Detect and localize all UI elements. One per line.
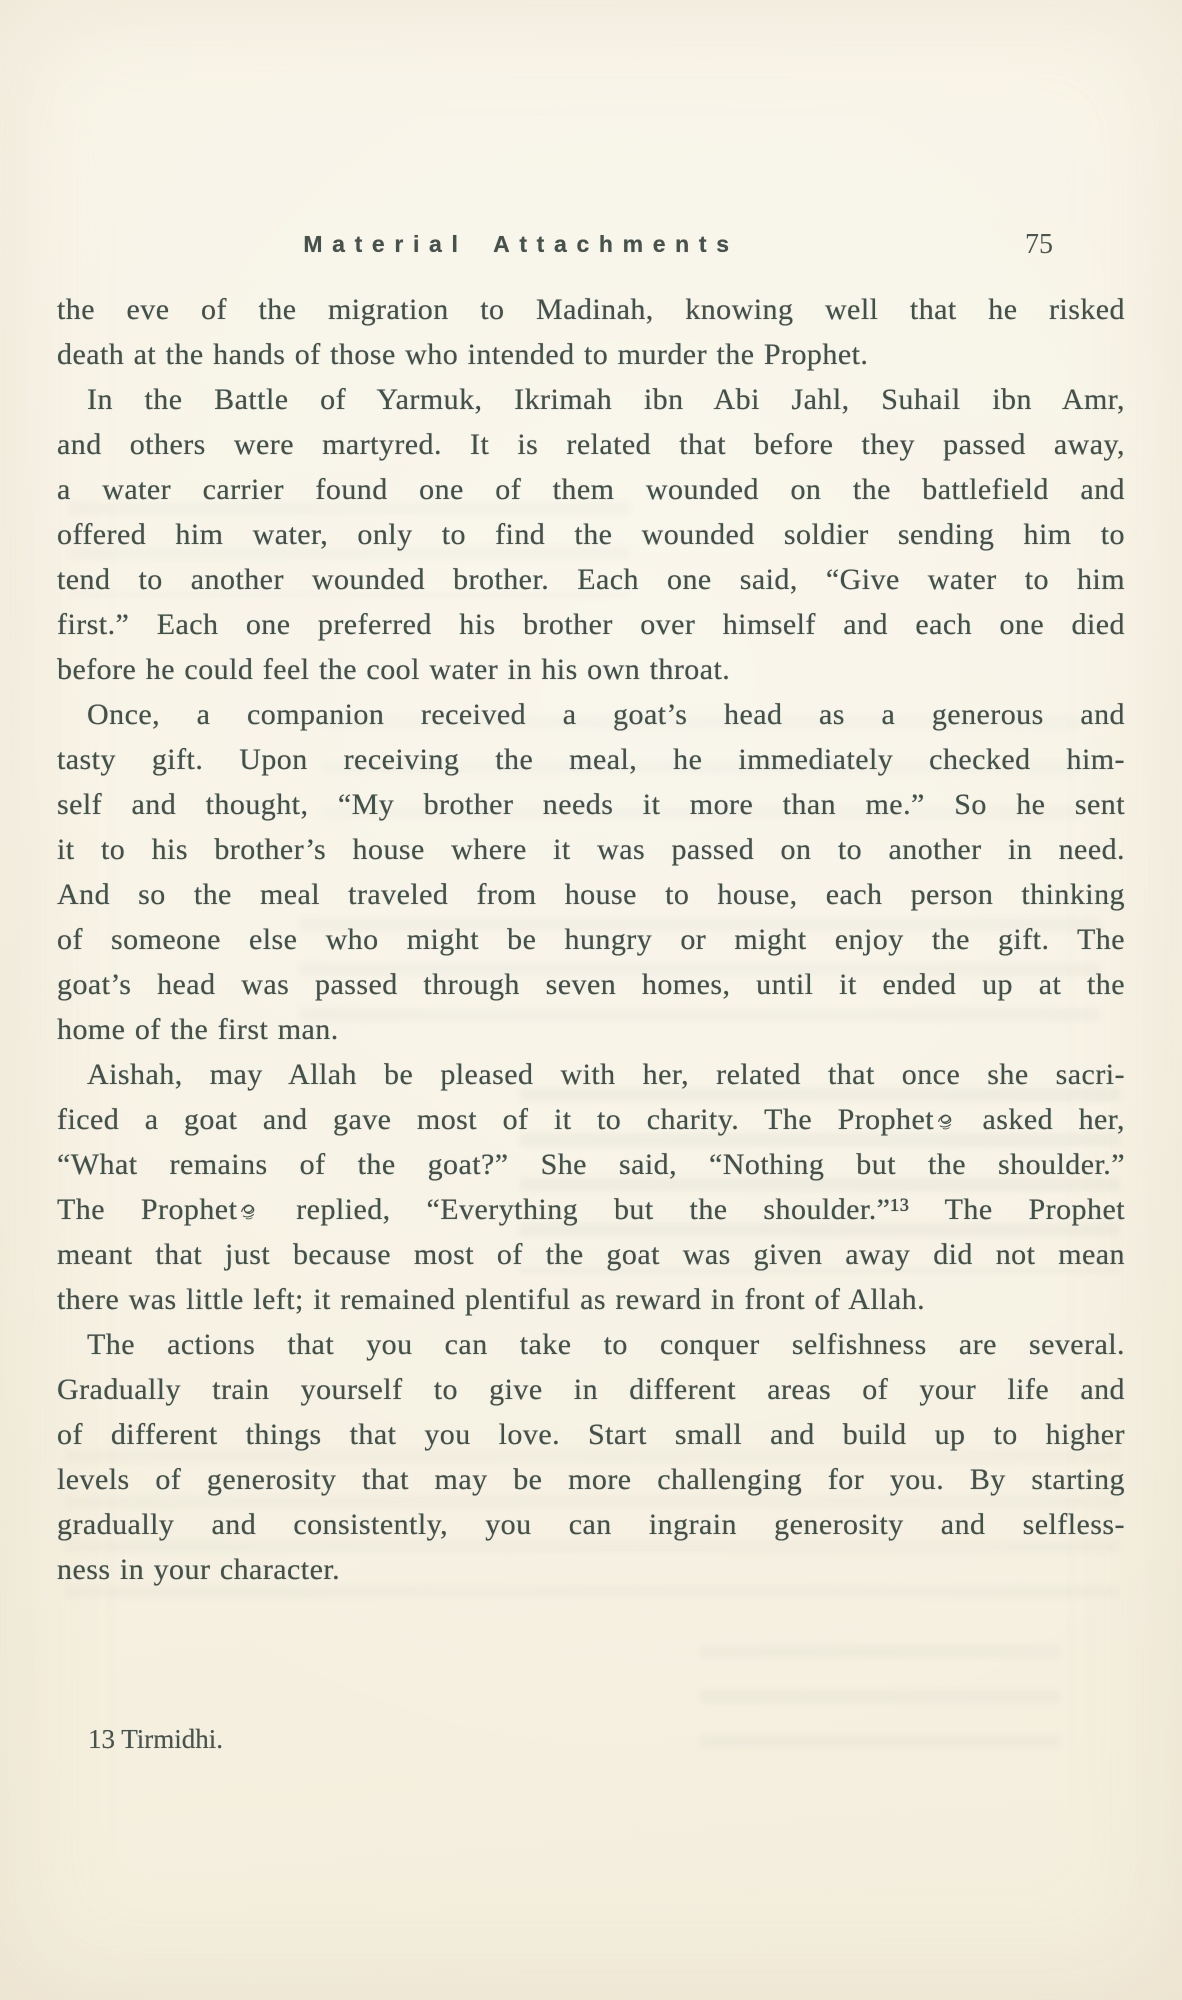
paragraph <box>57 377 1125 692</box>
body-line: a water carrier found one of them wounded on the battlefield and <box>57 473 1125 506</box>
chapter-title: Material Attachments <box>303 231 739 257</box>
body-line: In the Battle of Yarmuk, Ikrimah ibn Abi Jahl, Suhail ibn Amr, <box>87 383 1125 416</box>
body-line: Aishah, may Allah be pleased with her, related that once she sacri- <box>87 1058 1125 1091</box>
paragraph <box>57 1322 1125 1592</box>
body-line: self and thought, “My brother needs it more than me.” So he sent <box>57 788 1125 821</box>
paragraph <box>57 692 1125 1052</box>
prophet-honorific-icon <box>238 1190 259 1212</box>
body-line: ficed a goat and gave most of it to charity. The Prophet asked her, <box>57 1097 1125 1142</box>
body-line: tasty gift. Upon receiving the meal, he immediately checked him- <box>57 743 1125 776</box>
body-line: death at the hands of those who intended to murder the Prophet. <box>57 338 869 371</box>
body-line: first.” Each one preferred his brother over himself and each one died <box>57 608 1125 641</box>
body-line: The Prophet replied, “Everything but the shoulder.”¹³ The Prophet <box>57 1187 1125 1232</box>
bleedthrough-artifact <box>700 1645 1060 1775</box>
body-line: ness in your character. <box>57 1553 341 1586</box>
body-line: it to his brother’s house where it was passed on to another in need. <box>57 833 1125 866</box>
body-text <box>57 287 1125 1592</box>
body-line: levels of generosity that may be more challenging for you. By starting <box>57 1463 1125 1496</box>
footnote: 13 Tirmidhi. <box>88 1724 224 1754</box>
body-line: and others were martyred. It is related that before they passed away, <box>57 428 1125 461</box>
body-line: Gradually train yourself to give in different areas of your life and <box>57 1373 1125 1406</box>
paragraph <box>57 287 1125 377</box>
running-header <box>57 231 1125 271</box>
body-line: the eve of the migration to Madinah, knowing well that he risked <box>57 293 1125 326</box>
body-line: home of the first man. <box>57 1013 339 1046</box>
body-line: offered him water, only to find the wounded soldier sending him to <box>57 518 1125 551</box>
body-line: before he could feel the cool water in his own throat. <box>57 653 731 686</box>
body-line: goat’s head was passed through seven homes, until it ended up at the <box>57 968 1125 1001</box>
prophet-honorific-icon <box>935 1100 956 1122</box>
body-line: of someone else who might be hungry or might enjoy the gift. The <box>57 923 1125 956</box>
paragraph <box>57 1052 1125 1322</box>
body-line: The actions that you can take to conquer selfishness are several. <box>87 1328 1125 1361</box>
body-line: meant that just because most of the goat was given away did not mean <box>57 1238 1125 1271</box>
body-line: Once, a companion received a goat’s head as a generous and <box>87 698 1125 731</box>
page-number: 75 <box>1025 229 1053 260</box>
body-line: of different things that you love. Start small and build up to higher <box>57 1418 1125 1451</box>
body-line: gradually and consistently, you can ingrain generosity and selfless- <box>57 1508 1125 1541</box>
body-line: And so the meal traveled from house to house, each person thinking <box>57 878 1125 911</box>
body-line: “What remains of the goat?” She said, “Nothing but the shoulder.” <box>57 1148 1125 1181</box>
body-line: there was little left; it remained plentiful as reward in front of Allah. <box>57 1283 926 1316</box>
body-line: tend to another wounded brother. Each one said, “Give water to him <box>57 563 1125 596</box>
